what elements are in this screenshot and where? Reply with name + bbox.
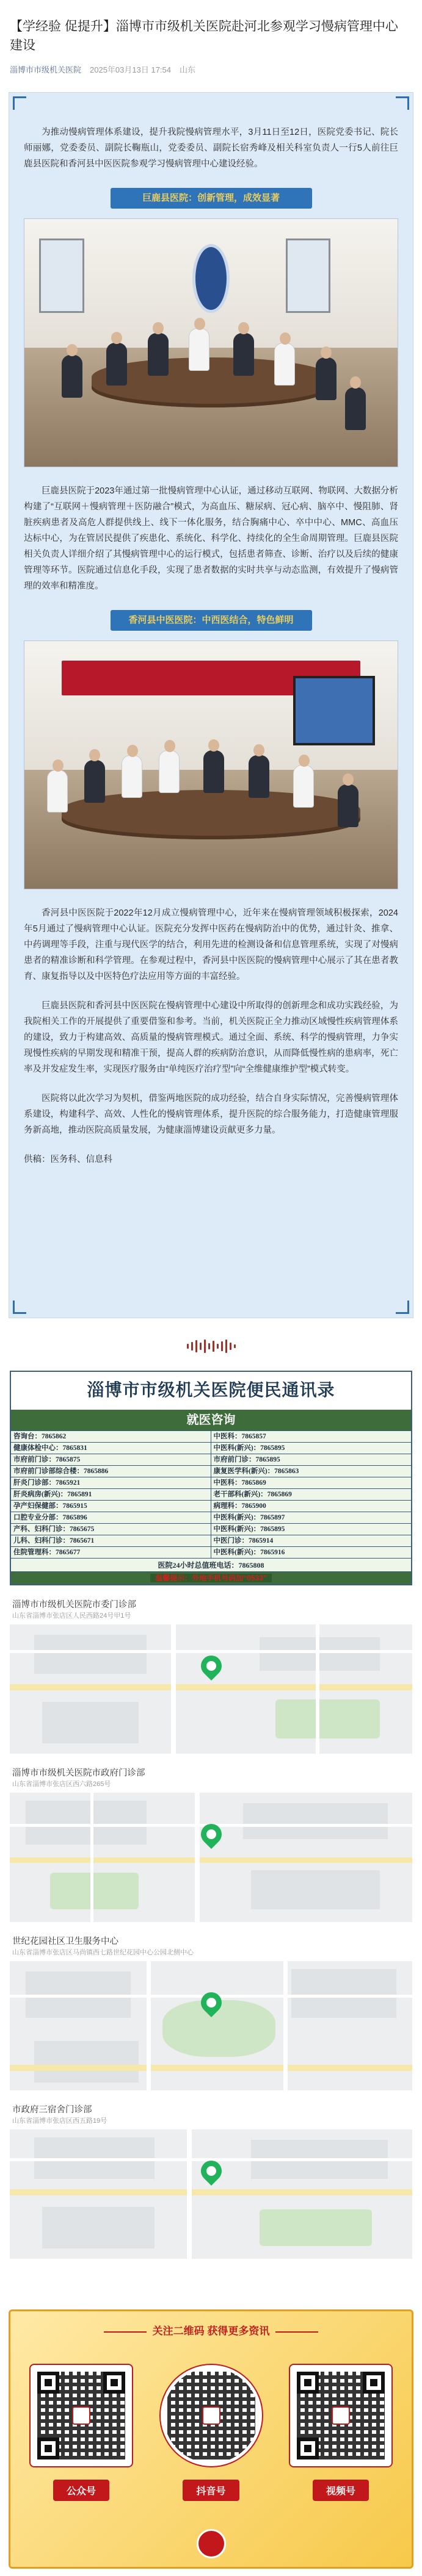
location-map[interactable] — [10, 1793, 412, 1922]
closing-paragraph-2: 医院将以此次学习为契机，借鉴两地医院的成功经验，结合自身实际情况，完善慢病管理体系建设，构建科学、高效、人性化的慢病管理体系，提升医院的综合服务能力，打造健康管理服务新高地，推动医院高质量发展，为健康淄博建设贡献更多力量。 — [24, 1094, 398, 1135]
hotline: 医院24小时总值班电话：7865808 — [11, 1559, 411, 1572]
author-link[interactable]: 淄博市市级机关医院 — [10, 65, 82, 74]
contact-cell: 中医门诊：7865914 — [211, 1535, 412, 1547]
corner-decoration — [13, 1301, 26, 1314]
contact-title: 淄博市市级机关医院便民通讯录 — [11, 1372, 411, 1410]
section-heading-xianghe: 香河县中医医院：中西医结合，特色鲜明 — [111, 610, 312, 631]
location-address: 山东省淄博市张店区西五路19号 — [12, 2117, 107, 2125]
contact-note-text: 温馨提示：外地手机号码加“0533” — [150, 1574, 272, 1582]
hospital-logo-icon — [197, 2529, 226, 2558]
contact-cell: 中医科：7865857 — [211, 1431, 412, 1443]
section1-paragraph: 巨鹿县医院于2023年通过第一批慢病管理中心认证，通过移动互联网、物联网、大数据分析构建了“互联网＋慢病管理＋医防融合”模式，为高血压、糖尿病、冠心病、脑卒中、慢阻肺、肾脏疾病患者及高危人群提供线上、线下一体化服务，结合胸痛中心、卒中中心、MMC、高血压达标中心，为在管居民提供了疾患化、系统化、科学化、持续化的全生命周期管理。巨鹿县医院相关负责人详细介绍了其慢病管理中心的运行模式，包括患者筛查、诊断、治疗以及后续的健康管理等环节。医院通过信息化手段，实现了患者数据的实时共享与动态监测，有效提升了慢病管理的效率和精准度。 — [24, 486, 398, 591]
location-name: 世纪花园社区卫生服务中心 — [12, 1937, 118, 1946]
article-title: 【学经验 促提升】淄博市市级机关医院赴河北参观学习慢病管理中心建设 — [10, 20, 398, 52]
location-address: 山东省淄博市张店区马尚镇西七路世纪花园中心公园北侧中心 — [12, 1949, 194, 1956]
qr-label: 抖音号 — [183, 2480, 239, 2501]
contact-cell: 产科、妇科门诊：7865675 — [11, 1524, 211, 1535]
location-map[interactable] — [10, 1624, 412, 1754]
meeting-photo-xianghe — [24, 640, 398, 889]
contact-cell: 中医科(新兴)：7865916 — [211, 1547, 412, 1559]
contact-cell: 儿科、妇科门诊：7865671 — [11, 1535, 211, 1547]
location-card[interactable] — [10, 2101, 412, 2259]
contact-cell: 肝炎门诊部：7865921 — [11, 1477, 211, 1489]
contact-cell: 老干部科(新兴)：7865869 — [211, 1489, 412, 1501]
location-card[interactable] — [10, 1765, 412, 1922]
contact-cell: 市府前门诊：7865875 — [11, 1454, 211, 1466]
contact-cell: 病理科：7865900 — [211, 1501, 412, 1512]
contact-cell: 中医科(新兴)：7865895 — [211, 1524, 412, 1535]
location-map[interactable] — [10, 2129, 412, 2259]
contact-note — [11, 1572, 411, 1584]
contact-cell: 中医科：7865869 — [211, 1477, 412, 1489]
qr-douyin[interactable] — [158, 2365, 265, 2501]
location-address: 山东省淄博市张店区西六路265号 — [12, 1781, 111, 1788]
follow-banner — [9, 2309, 413, 2569]
article-meta — [10, 63, 410, 75]
section-divider — [169, 1339, 254, 1354]
corner-decoration — [396, 1301, 409, 1314]
contact-cell: 孕产妇保健部：7865915 — [11, 1501, 211, 1512]
contact-cell: 中医科(新兴)：7865895 — [211, 1443, 412, 1454]
location-card[interactable] — [10, 1933, 412, 2090]
contact-cell: 口腔专业分部：7865896 — [11, 1512, 211, 1524]
corner-decoration — [396, 96, 409, 110]
publish-datetime: 2025年03月13日 17:54 — [90, 65, 171, 74]
contact-cell: 咨询台：7865862 — [11, 1431, 211, 1443]
qr-official-account[interactable] — [27, 2365, 135, 2501]
contact-subtitle: 就医咨询 — [11, 1410, 411, 1430]
source-credit: 供稿：医务科、信息科 — [24, 1155, 112, 1164]
qr-label: 公众号 — [53, 2480, 109, 2501]
qr-row — [20, 2365, 402, 2501]
publish-location: 山东 — [180, 65, 196, 74]
qr-video-channel[interactable] — [287, 2365, 395, 2501]
contact-cell: 市府前门诊：7865895 — [211, 1454, 412, 1466]
section-heading-julu: 巨鹿县医院：创新管理，成效显著 — [111, 188, 312, 209]
qr-code-icon — [161, 2365, 262, 2466]
contact-cell: 中医科(新兴)：7865897 — [211, 1512, 412, 1524]
map-pin-icon — [196, 1651, 225, 1681]
section2-paragraph: 香河县中医医院于2022年12月成立慢病管理中心，近年来在慢病管理领域积极探索，2024年5月通过了慢病管理中心认证。医院充分发挥中医药在慢病防治中的优势，通过针灸、推拿、中药调理等手段，注重与现代医学的结合，利用先进的检测设备和信息管理系统，实现了对慢病患者的精准诊断和科学管理。在参观过程中，香河县中医医院的慢病管理中心展示了其在患者教育、康复指导以及中医特色疗法应用等方面的丰富经验。 — [24, 908, 398, 981]
corner-decoration — [13, 96, 26, 110]
article-card — [9, 92, 413, 1318]
closing-paragraph-1: 巨鹿县医院和香河县中医医院在慢病管理中心建设中所取得的创新理念和成功实践经验，为我院相关工作的开展提供了重要借鉴和参考。当前，机关医院正全力推动区域慢性疾病管理体系的建设，致力于构建高效、高质量的慢病管理模式。通过全面、系统、科学的慢病管理，力争实现慢性疾病的早期发现和精准干预，提高人群的疾病防治意识，从而降低慢性病的患病率，死亡率及并发症发生率，实现医疗服务由“单纯医疗治疗型”向“全维健康维护型”模式转变。 — [24, 1001, 398, 1074]
qr-label: 视频号 — [313, 2480, 369, 2501]
contact-grid — [11, 1430, 411, 1559]
contact-cell: 市府前门诊部综合楼：7865886 — [11, 1466, 211, 1477]
contact-cell: 健康体检中心：7865831 — [11, 1443, 211, 1454]
qr-code-icon — [290, 2365, 391, 2466]
intro-paragraph: 为推动慢病管理体系建设，提升我院慢病管理水平，3月11日至12日，医院党委书记、院长师丽娜，党委委员、副院长鞠瓶山，党委委员、副院长宿秀峰及相关科室负责人一行5人前往巨鹿县医院和香河县中医医院参观学习慢病管理中心建设经验。 — [24, 127, 398, 169]
contact-cell: 康复医学科(新兴)：7865863 — [211, 1466, 412, 1477]
location-address: 山东省淄博市张店区人民西路24号甲1号 — [12, 1612, 131, 1620]
contact-directory — [10, 1371, 412, 1585]
location-name: 淄博市市级机关医院市政府门诊部 — [12, 1768, 145, 1778]
location-name: 淄博市市级机关医院市委门诊部 — [12, 1600, 136, 1610]
location-name: 市政府三宿舍门诊部 — [12, 2105, 92, 2115]
contact-cell: 住院管理科：7865677 — [11, 1547, 211, 1559]
location-card[interactable] — [10, 1596, 412, 1754]
location-map[interactable] — [10, 1961, 412, 2090]
qr-code-icon — [31, 2365, 132, 2466]
contact-cell: 肝炎病房(新兴)：7865891 — [11, 1489, 211, 1501]
meeting-photo-julu — [24, 218, 398, 467]
article-header — [0, 0, 422, 84]
follow-title: 关注二维码 获得更多资讯 — [20, 2322, 402, 2341]
